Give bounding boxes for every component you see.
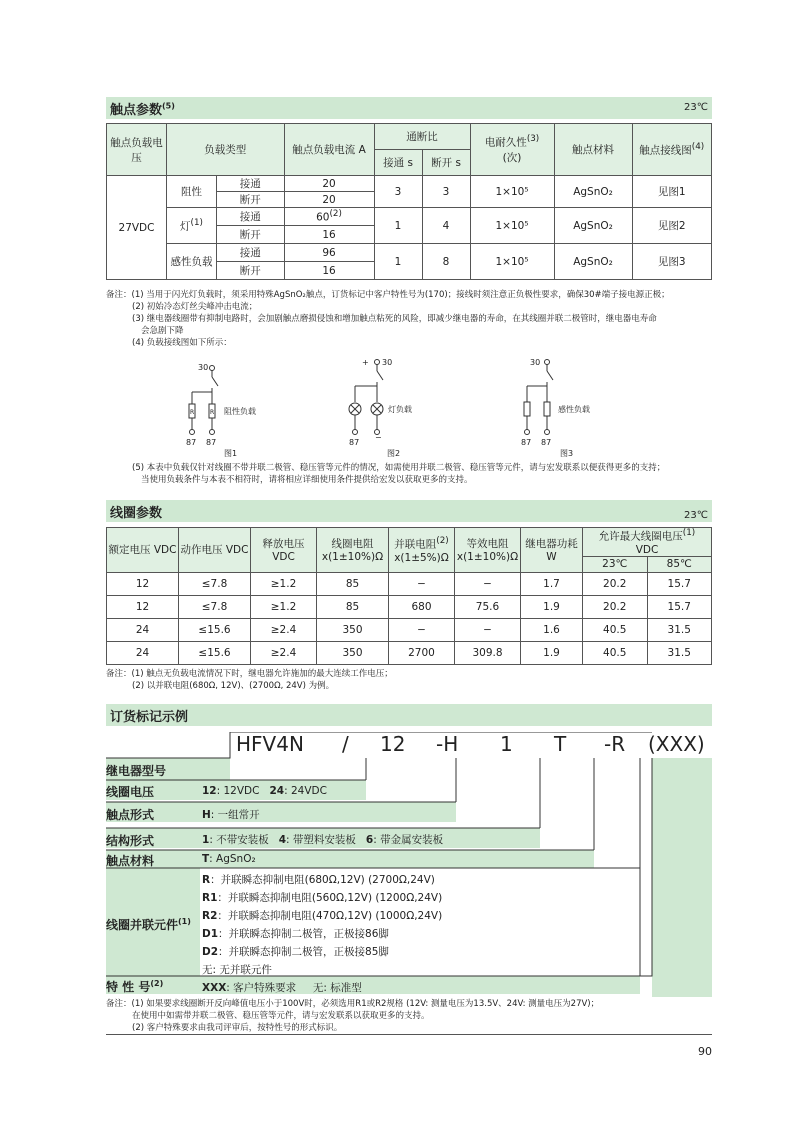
order-example bbox=[106, 732, 712, 997]
th-85c: 85℃ bbox=[647, 556, 712, 572]
coil-cell: 1.7 bbox=[521, 572, 583, 595]
label-parallel-element: 线圈并联元件$^{(1)}$ bbox=[106, 917, 191, 932]
th-23c: 23℃ bbox=[583, 556, 648, 572]
coil-cell: 85 bbox=[317, 595, 389, 618]
load-current: 16 bbox=[284, 226, 374, 244]
label-coil-voltage: 线圈电压 bbox=[106, 785, 155, 799]
code-parallel: -R bbox=[604, 732, 626, 756]
th-ratio: 通断比 bbox=[374, 124, 470, 150]
coil-cell: 20.2 bbox=[583, 595, 648, 618]
value-contact-form: H: 一组常开 bbox=[202, 809, 260, 821]
coil-cell: 15.7 bbox=[647, 595, 712, 618]
coil-cell: 24 bbox=[107, 618, 179, 641]
footer-rule bbox=[106, 1034, 712, 1035]
th-coil-resistance: 线圈电阻 x(1±10%)Ω bbox=[317, 528, 389, 573]
resistor-r: R bbox=[190, 409, 195, 416]
label-contact-form: 触点形式 bbox=[106, 808, 155, 822]
th-voltage: 触点负载电压 bbox=[107, 124, 167, 176]
th-equivalent-resistance: 等效电阻 x(1±10%)Ω bbox=[455, 528, 521, 573]
load-current: 20 bbox=[284, 176, 374, 192]
fig2-caption: 图2 bbox=[387, 449, 401, 458]
parallel-item: 无: 无并联元件 bbox=[202, 964, 272, 976]
fig3-label: 感性负载 bbox=[558, 405, 590, 414]
life: 1×10⁵ bbox=[470, 176, 554, 208]
note: 备注：(1) 如果要求线圈断开反向峰值电压小于100V时，必须选用R1或R2规格 (12V: 测量电压为13.5V、24V: 测量电压为27V)； bbox=[106, 999, 600, 1009]
load-current: 60$^{(2)}$ bbox=[284, 208, 374, 226]
coil-cell: 350 bbox=[317, 618, 389, 641]
coil-cell: 12 bbox=[107, 572, 179, 595]
terminal-30: 30 bbox=[198, 363, 209, 372]
coil-table bbox=[106, 527, 712, 665]
order-title: 订货标记示例 bbox=[110, 710, 189, 725]
code-voltage: 12 bbox=[380, 732, 406, 756]
page-number: 90 bbox=[698, 1045, 712, 1058]
load-state: 断开 bbox=[217, 192, 285, 208]
coil-cell: 75.6 bbox=[455, 595, 521, 618]
coil-row bbox=[107, 618, 712, 641]
coil-cell: − bbox=[455, 618, 521, 641]
label-contact-material: 触点材料 bbox=[106, 854, 155, 868]
value-structure: 1: 不带安装板 4: 带塑料安装板 6: 带金属安装板 bbox=[202, 834, 444, 846]
ratio-on: 3 bbox=[374, 176, 422, 208]
th-material: 触点材料 bbox=[554, 124, 632, 176]
coil-cell: ≥2.4 bbox=[251, 641, 317, 664]
th-off: 断开 s bbox=[422, 150, 470, 176]
coil-cell: 309.8 bbox=[455, 641, 521, 664]
coil-cell: 40.5 bbox=[583, 641, 648, 664]
label-special: 特 性 号$^{(2)}$ bbox=[106, 979, 164, 994]
value-special: XXX: 客户特殊要求 无: 标准型 bbox=[202, 982, 362, 994]
coil-band bbox=[106, 500, 712, 522]
ratio-on: 1 bbox=[374, 208, 422, 244]
coil-cell: − bbox=[455, 572, 521, 595]
note: (2) 初始冷态灯丝尖峰冲击电流； bbox=[132, 302, 258, 312]
terminal-87: 87 bbox=[521, 438, 532, 447]
coil-row bbox=[107, 572, 712, 595]
note: 会急剧下降 bbox=[141, 326, 184, 336]
life: 1×10⁵ bbox=[470, 244, 554, 280]
note: 在使用中如需带并联二极管、稳压管等元件，请与宏发联系以获取更多的支持。 bbox=[132, 1011, 430, 1021]
coil-cell: ≤7.8 bbox=[179, 572, 251, 595]
ratio-off: 8 bbox=[422, 244, 470, 280]
note: 当使用负载条件与本表不相符时，请将相应详细使用条件提供给宏发以获取更多的支持。 bbox=[141, 475, 473, 485]
coil-cell: ≥1.2 bbox=[251, 595, 317, 618]
note: (3) 继电器线圈带有抑制电路时，会加剧触点磨损侵蚀和增加触点粘死的风险，即减少继电器的寿命，在其线圈并联二极管时，继电器电寿命 bbox=[132, 314, 657, 324]
value-coil-voltage: 12: 12VDC 24: 24VDC bbox=[202, 785, 327, 797]
coil-cell: 2700 bbox=[389, 641, 455, 664]
contact-band bbox=[106, 97, 712, 119]
coil-cell: ≤15.6 bbox=[179, 618, 251, 641]
contact-temp: 23℃ bbox=[684, 102, 708, 113]
coil-cell: 1.6 bbox=[521, 618, 583, 641]
note: 备注：(1) 触点无负载电流情况下时，继电器允许施加的最大连续工作电压； bbox=[106, 669, 393, 679]
material: AgSnO₂ bbox=[554, 244, 632, 280]
order-band bbox=[106, 704, 712, 726]
load-current: 16 bbox=[284, 262, 374, 280]
coil-cell: 1.9 bbox=[521, 641, 583, 664]
th-max-voltage: 允许最大线圈电压$^{(1)}$ VDC bbox=[583, 528, 712, 557]
fig1-label: 阻性负载 bbox=[224, 407, 256, 416]
ratio-on: 1 bbox=[374, 244, 422, 280]
terminal-30: 30 bbox=[382, 358, 393, 367]
th-pickup-voltage: 动作电压 VDC bbox=[179, 528, 251, 573]
th-power: 继电器功耗 W bbox=[521, 528, 583, 573]
terminal-87: 87 bbox=[186, 438, 197, 447]
load-state: 接通 bbox=[217, 176, 285, 192]
resistor-r: R bbox=[210, 409, 215, 416]
coil-cell: ≥2.4 bbox=[251, 618, 317, 641]
coil-cell: 40.5 bbox=[583, 618, 648, 641]
coil-cell: 350 bbox=[317, 641, 389, 664]
label-structure: 结构形式 bbox=[106, 834, 155, 848]
fig2-label: 灯负载 bbox=[388, 405, 412, 414]
load-state: 断开 bbox=[217, 226, 285, 244]
ratio-off: 3 bbox=[422, 176, 470, 208]
code-model: HFV4N bbox=[236, 732, 304, 756]
coil-cell: ≤15.6 bbox=[179, 641, 251, 664]
coil-cell: − bbox=[389, 572, 455, 595]
value-parallel-list bbox=[202, 871, 442, 979]
note: (2) 客户特殊要求由我司评审后，按特性号的形式标识。 bbox=[132, 1023, 343, 1033]
note: (5) 本表中负载仅针对线圈不带并联二极管、稳压管等元件的情况，如需使用并联二极管、稳压管等元件，请与宏发联系以便获得更多的支持； bbox=[132, 463, 666, 473]
th-load-type: 负载类型 bbox=[167, 124, 285, 176]
load-current: 20 bbox=[284, 192, 374, 208]
voltage-cell: 27VDC bbox=[107, 176, 167, 280]
fig3-caption: 图3 bbox=[560, 449, 574, 458]
code-structure: 1 bbox=[500, 732, 513, 756]
coil-cell: − bbox=[389, 618, 455, 641]
code-material: T bbox=[554, 732, 567, 756]
label-model: 继电器型号 bbox=[106, 764, 167, 778]
th-diagram: 触点接线图$^{(4)}$ bbox=[632, 124, 711, 176]
coil-temp: 23℃ bbox=[684, 510, 708, 521]
ratio-off: 4 bbox=[422, 208, 470, 244]
coil-cell: 31.5 bbox=[647, 641, 712, 664]
parallel-item: R：并联瞬态抑制电阻(680Ω,12V) (2700Ω,24V) bbox=[202, 874, 435, 886]
th-current: 触点负载电流 A bbox=[284, 124, 374, 176]
contact-notes bbox=[106, 289, 716, 349]
note: (2) 以并联电阻(680Ω, 12V)、(2700Ω, 24V) 为例。 bbox=[132, 681, 335, 691]
fig1-caption: 图1 bbox=[224, 449, 238, 458]
value-contact-material: T: AgSnO₂ bbox=[202, 853, 256, 865]
terminal-87: 87 bbox=[206, 438, 217, 447]
contact-table bbox=[106, 123, 712, 280]
coil-cell: 680 bbox=[389, 595, 455, 618]
code-contact: -H bbox=[436, 732, 459, 756]
coil-cell: 24 bbox=[107, 641, 179, 664]
parallel-item: R1：并联瞬态抑制电阻(560Ω,12V) (1200Ω,24V) bbox=[202, 892, 443, 904]
code-slash: / bbox=[342, 732, 349, 756]
parallel-item: D1：并联瞬态抑制二极管，正极接86脚 bbox=[202, 928, 389, 940]
load-current: 96 bbox=[284, 244, 374, 262]
contact-title: 触点参数$^{(5)}$ bbox=[110, 101, 175, 118]
coil-cell: 15.7 bbox=[647, 572, 712, 595]
load-state: 接通 bbox=[217, 244, 285, 262]
load-state: 接通 bbox=[217, 208, 285, 226]
coil-notes bbox=[106, 668, 716, 692]
th-rated-voltage: 额定电压 VDC bbox=[107, 528, 179, 573]
plus-sign: + bbox=[362, 358, 369, 367]
note: 备注：(1) 当用于闪光灯负载时，须采用特殊AgSnO₂触点，订货标记中客户特性号为(170)；接线时须注意正负极性要求，确保30#端子接电源正极； bbox=[106, 290, 670, 300]
terminal-87: 87 bbox=[541, 438, 552, 447]
load-type: 阻性 bbox=[167, 176, 217, 208]
material: AgSnO₂ bbox=[554, 208, 632, 244]
coil-row bbox=[107, 595, 712, 618]
terminal-30: 30 bbox=[530, 358, 541, 367]
coil-cell: 85 bbox=[317, 572, 389, 595]
th-on: 接通 s bbox=[374, 150, 422, 176]
diagram-ref: 见图3 bbox=[632, 244, 711, 280]
load-state: 断开 bbox=[217, 262, 285, 280]
code-special: (XXX) bbox=[648, 732, 705, 756]
coil-cell: 1.9 bbox=[521, 595, 583, 618]
diagram-ref: 见图1 bbox=[632, 176, 711, 208]
parallel-item: R2：并联瞬态抑制电阻(470Ω,12V) (1000Ω,24V) bbox=[202, 910, 443, 922]
coil-row bbox=[107, 641, 712, 664]
coil-cell: 31.5 bbox=[647, 618, 712, 641]
th-release-voltage: 释放电压 VDC bbox=[251, 528, 317, 573]
material: AgSnO₂ bbox=[554, 176, 632, 208]
life: 1×10⁵ bbox=[470, 208, 554, 244]
th-life: 电耐久性$^{(3)}$ (次) bbox=[470, 124, 554, 176]
parallel-item: D2：并联瞬态抑制二极管，正极接85脚 bbox=[202, 946, 389, 958]
load-type: 感性负载 bbox=[167, 244, 217, 280]
th-parallel-resistance: 并联电阻$^{(2)}$ x(1±5%)Ω bbox=[389, 528, 455, 573]
coil-cell: ≤7.8 bbox=[179, 595, 251, 618]
coil-title: 线圈参数 bbox=[110, 506, 163, 521]
order-notes bbox=[106, 998, 716, 1034]
contact-notes-2 bbox=[106, 462, 716, 486]
coil-cell: 20.2 bbox=[583, 572, 648, 595]
terminal-87: 87 bbox=[349, 438, 360, 447]
load-type: 灯$^{(1)}$ bbox=[167, 208, 217, 244]
coil-cell: 12 bbox=[107, 595, 179, 618]
coil-cell: ≥1.2 bbox=[251, 572, 317, 595]
note: (4) 负载接线图如下所示： bbox=[132, 338, 232, 348]
minus-sign: − bbox=[375, 433, 382, 442]
diagram-ref: 见图2 bbox=[632, 208, 711, 244]
load-wiring-diagram bbox=[180, 352, 630, 462]
